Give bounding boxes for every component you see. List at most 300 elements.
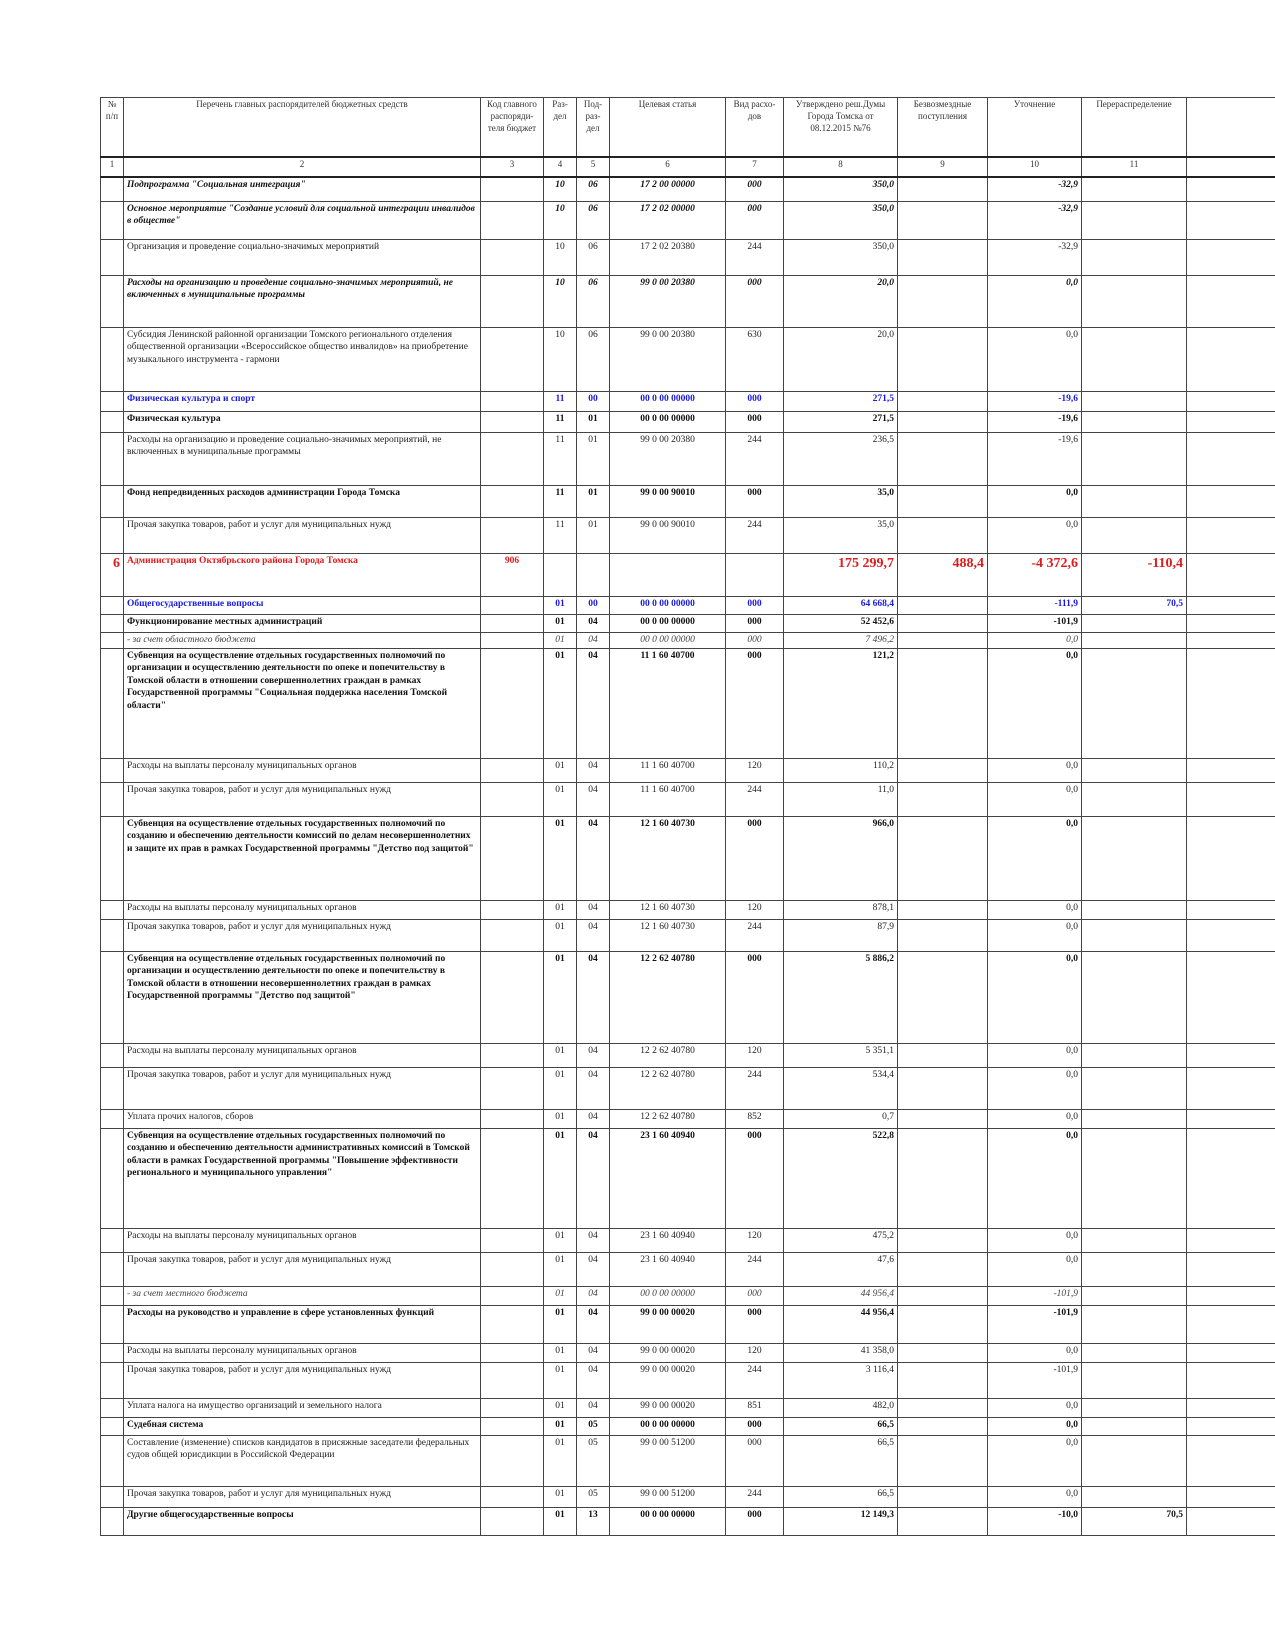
table-row (101, 432, 1275, 485)
cell-approved: 35,0 (784, 517, 898, 553)
cell-razdel: 10 (544, 177, 577, 201)
cell-target: 12 2 62 40780 (610, 1043, 726, 1067)
table-row (101, 782, 1275, 816)
cell-clarification: 0,0 (988, 1228, 1082, 1252)
cell-code (481, 411, 544, 432)
cell-razdel: 01 (544, 951, 577, 1043)
cell-vid: 244 (726, 1486, 784, 1507)
cell-extra (1187, 177, 1275, 201)
cell-num (101, 758, 124, 782)
cell-num (101, 327, 124, 391)
cell-vid: 000 (726, 391, 784, 411)
cell-num (101, 782, 124, 816)
cell-vid: 120 (726, 900, 784, 919)
cell-clarification: 0,0 (988, 1067, 1082, 1109)
cell-name: Организация и проведение социально-значимых мероприятий (124, 239, 481, 275)
cell-redistribution (1082, 201, 1187, 239)
table-row (101, 951, 1275, 1043)
cell-target: 12 1 60 40730 (610, 816, 726, 900)
cell-num (101, 1043, 124, 1067)
cell-approved: 12 149,3 (784, 1507, 898, 1535)
cell-redistribution (1082, 951, 1187, 1043)
cell-grants (898, 177, 988, 201)
cell-approved: 44 956,4 (784, 1305, 898, 1343)
cell-razdel: 01 (544, 900, 577, 919)
cell-vid: 000 (726, 485, 784, 517)
cell-podrazdel: 05 (577, 1486, 610, 1507)
cell-num (101, 517, 124, 553)
cell-podrazdel: 04 (577, 919, 610, 951)
cell-approved: 66,5 (784, 1435, 898, 1486)
cell-approved: 7 496,2 (784, 632, 898, 648)
cell-target: 00 0 00 00000 (610, 1417, 726, 1435)
cell-extra (1187, 1228, 1275, 1252)
header-num: № п/п (101, 98, 124, 158)
cell-code (481, 391, 544, 411)
cell-approved: 271,5 (784, 391, 898, 411)
cell-redistribution (1082, 1043, 1187, 1067)
cell-code (481, 1043, 544, 1067)
cell-clarification: 0,0 (988, 275, 1082, 327)
cell-grants (898, 1486, 988, 1507)
cell-num (101, 239, 124, 275)
table-row (101, 275, 1275, 327)
cell-extra (1187, 391, 1275, 411)
cell-extra (1187, 1109, 1275, 1128)
col-number: 6 (610, 157, 726, 177)
cell-grants (898, 275, 988, 327)
cell-extra (1187, 239, 1275, 275)
cell-razdel: 10 (544, 201, 577, 239)
cell-name: Судебная система (124, 1417, 481, 1435)
cell-target: 99 0 00 00020 (610, 1398, 726, 1417)
col-number: 4 (544, 157, 577, 177)
cell-num (101, 1305, 124, 1343)
table-row (101, 1362, 1275, 1398)
cell-grants (898, 1507, 988, 1535)
cell-clarification: 0,0 (988, 919, 1082, 951)
table-row (101, 239, 1275, 275)
cell-vid: 000 (726, 614, 784, 632)
cell-approved: 878,1 (784, 900, 898, 919)
cell-name: Субсидия Ленинской районной организации Томского регионального отделения общественной организации «Всероссийское общество инвалидов» на приобретение музыкального инструмента - гармони (124, 327, 481, 391)
cell-razdel: 11 (544, 485, 577, 517)
cell-clarification: -32,9 (988, 239, 1082, 275)
cell-razdel: 01 (544, 816, 577, 900)
budget-sheet (100, 97, 1275, 1536)
cell-clarification: 0,0 (988, 1435, 1082, 1486)
cell-razdel: 11 (544, 391, 577, 411)
cell-code (481, 900, 544, 919)
cell-extra (1187, 648, 1275, 758)
table-row (101, 919, 1275, 951)
cell-podrazdel: 00 (577, 391, 610, 411)
cell-extra (1187, 517, 1275, 553)
cell-target: 12 2 62 40780 (610, 1109, 726, 1128)
cell-target: 00 0 00 00000 (610, 411, 726, 432)
cell-approved: 5 351,1 (784, 1043, 898, 1067)
cell-razdel: 01 (544, 614, 577, 632)
cell-code (481, 201, 544, 239)
cell-clarification: 0,0 (988, 1343, 1082, 1362)
cell-vid: 000 (726, 951, 784, 1043)
cell-extra (1187, 1305, 1275, 1343)
cell-razdel (544, 553, 577, 596)
cell-code (481, 177, 544, 201)
cell-code (481, 1398, 544, 1417)
cell-razdel: 11 (544, 517, 577, 553)
cell-target: 12 1 60 40730 (610, 919, 726, 951)
cell-target: 23 1 60 40940 (610, 1128, 726, 1228)
cell-razdel: 01 (544, 1486, 577, 1507)
cell-razdel: 01 (544, 648, 577, 758)
cell-vid: 000 (726, 816, 784, 900)
cell-name: Субвенция на осуществление отдельных государственных полномочий по созданию и обеспечению деятельности административных комиссий в Томской области в рамках Государственной программы "Повышение эффективности регионального и муниципального управления" (124, 1128, 481, 1228)
cell-grants (898, 1067, 988, 1109)
cell-clarification: -19,6 (988, 432, 1082, 485)
cell-razdel: 01 (544, 1286, 577, 1305)
cell-clarification: 0,0 (988, 648, 1082, 758)
cell-vid: 244 (726, 782, 784, 816)
cell-podrazdel: 04 (577, 758, 610, 782)
cell-vid: 120 (726, 1343, 784, 1362)
cell-vid: 000 (726, 1286, 784, 1305)
cell-vid: 244 (726, 1252, 784, 1286)
cell-code (481, 1128, 544, 1228)
table-row (101, 614, 1275, 632)
col-number: 1 (101, 157, 124, 177)
cell-podrazdel: 06 (577, 177, 610, 201)
table-header-row (101, 98, 1275, 158)
header-approved: Утверждено реш.Думы Города Томска от 08.12.2015 №76 (784, 98, 898, 158)
cell-name: Расходы на выплаты персоналу муниципальных органов (124, 1343, 481, 1362)
cell-podrazdel: 01 (577, 432, 610, 485)
cell-redistribution (1082, 327, 1187, 391)
cell-name: Прочая закупка товаров, работ и услуг для муниципальных нужд (124, 1067, 481, 1109)
cell-extra (1187, 951, 1275, 1043)
cell-vid: 000 (726, 1507, 784, 1535)
cell-redistribution (1082, 275, 1187, 327)
col-number: 7 (726, 157, 784, 177)
cell-num (101, 1486, 124, 1507)
cell-name: Расходы на выплаты персоналу муниципальных органов (124, 900, 481, 919)
cell-name: Прочая закупка товаров, работ и услуг для муниципальных нужд (124, 1362, 481, 1398)
cell-name: Физическая культура (124, 411, 481, 432)
cell-extra (1187, 1043, 1275, 1067)
cell-vid: 244 (726, 517, 784, 553)
cell-podrazdel: 04 (577, 614, 610, 632)
cell-approved: 20,0 (784, 275, 898, 327)
cell-name: Фонд непредвиденных расходов администрации Города Томска (124, 485, 481, 517)
cell-extra (1187, 1435, 1275, 1486)
table-row (101, 391, 1275, 411)
cell-vid: 000 (726, 648, 784, 758)
cell-approved: 52 452,6 (784, 614, 898, 632)
header-extra (1187, 98, 1275, 158)
cell-target: 12 2 62 40780 (610, 951, 726, 1043)
cell-num (101, 1507, 124, 1535)
cell-extra (1187, 1507, 1275, 1535)
cell-approved: 66,5 (784, 1417, 898, 1435)
cell-approved: 44 956,4 (784, 1286, 898, 1305)
col-number: 5 (577, 157, 610, 177)
cell-clarification: 0,0 (988, 951, 1082, 1043)
cell-clarification: -32,9 (988, 201, 1082, 239)
cell-vid: 244 (726, 919, 784, 951)
cell-name: Расходы на выплаты персоналу муниципальных органов (124, 1228, 481, 1252)
cell-grants (898, 517, 988, 553)
cell-approved: 35,0 (784, 485, 898, 517)
cell-target: 17 2 02 00000 (610, 201, 726, 239)
cell-vid: 000 (726, 1128, 784, 1228)
cell-name: Основное мероприятие "Создание условий для социальной интеграции инвалидов в обществе" (124, 201, 481, 239)
cell-approved: 3 116,4 (784, 1362, 898, 1398)
cell-approved: 475,2 (784, 1228, 898, 1252)
cell-name: Субвенция на осуществление отдельных государственных полномочий по созданию и обеспечению деятельности комиссий по делам несовершеннолетних и защите их прав в рамках Государственной программы "Детство под защитой" (124, 816, 481, 900)
cell-clarification: -101,9 (988, 614, 1082, 632)
cell-grants (898, 900, 988, 919)
cell-grants (898, 816, 988, 900)
cell-vid: 120 (726, 758, 784, 782)
cell-num (101, 485, 124, 517)
cell-extra (1187, 275, 1275, 327)
cell-extra (1187, 758, 1275, 782)
cell-extra (1187, 1252, 1275, 1286)
cell-podrazdel: 00 (577, 596, 610, 614)
cell-redistribution (1082, 1286, 1187, 1305)
cell-razdel: 01 (544, 919, 577, 951)
cell-redistribution (1082, 1128, 1187, 1228)
cell-name: Уплата налога на имущество организаций и земельного налога (124, 1398, 481, 1417)
cell-num (101, 201, 124, 239)
cell-redistribution (1082, 1343, 1187, 1362)
cell-redistribution (1082, 1067, 1187, 1109)
cell-podrazdel: 04 (577, 1398, 610, 1417)
cell-vid: 000 (726, 275, 784, 327)
cell-redistribution (1082, 632, 1187, 648)
cell-grants (898, 391, 988, 411)
cell-razdel: 01 (544, 782, 577, 816)
cell-vid: 000 (726, 1305, 784, 1343)
table-row (101, 485, 1275, 517)
cell-redistribution (1082, 1362, 1187, 1398)
cell-code (481, 485, 544, 517)
cell-target: 99 0 00 00020 (610, 1305, 726, 1343)
cell-num (101, 900, 124, 919)
cell-clarification: -101,9 (988, 1362, 1082, 1398)
cell-clarification: 0,0 (988, 1043, 1082, 1067)
column-number-row (101, 157, 1275, 177)
cell-target: 00 0 00 00000 (610, 391, 726, 411)
table-row (101, 1435, 1275, 1486)
cell-name: Составление (изменение) списков кандидатов в присяжные заседатели федеральных судов общей юрисдикции в Российской Федерации (124, 1435, 481, 1486)
cell-grants (898, 1128, 988, 1228)
col-number: 10 (988, 157, 1082, 177)
cell-clarification: 0,0 (988, 517, 1082, 553)
cell-redistribution (1082, 648, 1187, 758)
cell-target: 99 0 00 51200 (610, 1486, 726, 1507)
cell-name: Общегосударственные вопросы (124, 596, 481, 614)
cell-num (101, 919, 124, 951)
cell-approved: 522,8 (784, 1128, 898, 1228)
cell-vid: 000 (726, 177, 784, 201)
table-row (101, 177, 1275, 201)
cell-podrazdel: 04 (577, 1109, 610, 1128)
cell-redistribution (1082, 391, 1187, 411)
cell-target: 00 0 00 00000 (610, 1507, 726, 1535)
col-number: 9 (898, 157, 988, 177)
cell-code (481, 1286, 544, 1305)
cell-num (101, 1109, 124, 1128)
cell-num (101, 1286, 124, 1305)
cell-redistribution (1082, 517, 1187, 553)
cell-podrazdel: 05 (577, 1435, 610, 1486)
cell-num (101, 1398, 124, 1417)
cell-podrazdel: 04 (577, 1305, 610, 1343)
table-body (101, 177, 1275, 1535)
cell-razdel: 10 (544, 327, 577, 391)
table-row (101, 1228, 1275, 1252)
cell-num (101, 177, 124, 201)
cell-redistribution (1082, 432, 1187, 485)
cell-approved: 0,7 (784, 1109, 898, 1128)
cell-clarification: 0,0 (988, 758, 1082, 782)
budget-table (100, 97, 1275, 1536)
table-row (101, 327, 1275, 391)
cell-name: Прочая закупка товаров, работ и услуг для муниципальных нужд (124, 782, 481, 816)
cell-grants (898, 1305, 988, 1343)
cell-redistribution (1082, 1417, 1187, 1435)
cell-redistribution (1082, 1486, 1187, 1507)
cell-name: Субвенция на осуществление отдельных государственных полномочий по организации и осуществлению деятельности по опеке и попечительству в Томской области в отношении совершеннолетних граждан в рамках Государственной программы "Социальная поддержка населения Томской области" (124, 648, 481, 758)
col-number: 8 (784, 157, 898, 177)
cell-approved: 20,0 (784, 327, 898, 391)
cell-extra (1187, 1067, 1275, 1109)
cell-razdel: 01 (544, 596, 577, 614)
cell-clarification: -10,0 (988, 1507, 1082, 1535)
cell-grants (898, 1398, 988, 1417)
cell-name: Другие общегосударственные вопросы (124, 1507, 481, 1535)
cell-approved: 350,0 (784, 177, 898, 201)
cell-extra (1187, 1128, 1275, 1228)
cell-target (610, 553, 726, 596)
cell-code (481, 1252, 544, 1286)
cell-num (101, 411, 124, 432)
cell-grants (898, 758, 988, 782)
cell-num (101, 648, 124, 758)
cell-grants (898, 201, 988, 239)
cell-vid: 244 (726, 432, 784, 485)
cell-target: 99 0 00 00020 (610, 1343, 726, 1362)
cell-redistribution: -110,4 (1082, 553, 1187, 596)
cell-code (481, 816, 544, 900)
cell-clarification: 0,0 (988, 1109, 1082, 1128)
table-row (101, 517, 1275, 553)
cell-name: Расходы на руководство и управление в сфере установленных функций (124, 1305, 481, 1343)
cell-redistribution: 70,5 (1082, 1507, 1187, 1535)
cell-code (481, 1507, 544, 1535)
header-podrazdel: Под-раз-дел (577, 98, 610, 158)
cell-approved: 966,0 (784, 816, 898, 900)
cell-grants (898, 596, 988, 614)
cell-razdel: 01 (544, 1343, 577, 1362)
cell-razdel: 11 (544, 411, 577, 432)
cell-podrazdel: 04 (577, 1067, 610, 1109)
cell-grants (898, 919, 988, 951)
cell-target: 00 0 00 00000 (610, 632, 726, 648)
table-row (101, 900, 1275, 919)
cell-clarification: 0,0 (988, 1128, 1082, 1228)
cell-approved: 64 668,4 (784, 596, 898, 614)
header-clarification: Уточнение (988, 98, 1082, 158)
col-number: 3 (481, 157, 544, 177)
cell-clarification: 0,0 (988, 327, 1082, 391)
table-row (101, 758, 1275, 782)
cell-clarification: 0,0 (988, 1398, 1082, 1417)
cell-redistribution: 70,5 (1082, 596, 1187, 614)
cell-extra (1187, 632, 1275, 648)
cell-extra (1187, 432, 1275, 485)
cell-podrazdel: 06 (577, 201, 610, 239)
cell-razdel: 01 (544, 1109, 577, 1128)
col-number-extra (1187, 157, 1275, 177)
cell-grants (898, 1286, 988, 1305)
cell-code: 906 (481, 553, 544, 596)
table-row (101, 201, 1275, 239)
cell-target: 99 0 00 90010 (610, 485, 726, 517)
cell-target: 11 1 60 40700 (610, 782, 726, 816)
cell-razdel: 10 (544, 275, 577, 327)
cell-code (481, 432, 544, 485)
cell-vid: 630 (726, 327, 784, 391)
cell-approved: 350,0 (784, 239, 898, 275)
cell-target: 11 1 60 40700 (610, 648, 726, 758)
table-row (101, 648, 1275, 758)
header-name: Перечень главных распорядителей бюджетных средств (124, 98, 481, 158)
cell-num (101, 1362, 124, 1398)
cell-razdel: 01 (544, 1398, 577, 1417)
cell-target: 00 0 00 00000 (610, 614, 726, 632)
cell-approved: 41 358,0 (784, 1343, 898, 1362)
table-row (101, 411, 1275, 432)
cell-grants (898, 1043, 988, 1067)
cell-extra (1187, 485, 1275, 517)
cell-target: 99 0 00 20380 (610, 432, 726, 485)
cell-approved: 236,5 (784, 432, 898, 485)
table-row (101, 1252, 1275, 1286)
cell-code (481, 1305, 544, 1343)
cell-grants (898, 485, 988, 517)
cell-code (481, 1109, 544, 1128)
cell-name: Администрация Октябрьского района Города Томска (124, 553, 481, 596)
cell-code (481, 919, 544, 951)
cell-vid: 244 (726, 1362, 784, 1398)
cell-grants: 488,4 (898, 553, 988, 596)
cell-extra (1187, 919, 1275, 951)
table-row (101, 1398, 1275, 1417)
cell-grants (898, 951, 988, 1043)
cell-razdel: 01 (544, 1435, 577, 1486)
cell-vid: 852 (726, 1109, 784, 1128)
cell-podrazdel: 04 (577, 1286, 610, 1305)
cell-podrazdel: 01 (577, 411, 610, 432)
cell-grants (898, 1417, 988, 1435)
cell-vid: 000 (726, 411, 784, 432)
cell-clarification: 0,0 (988, 900, 1082, 919)
table-row (101, 1507, 1275, 1535)
header-target: Целевая статья (610, 98, 726, 158)
cell-name: Прочая закупка товаров, работ и услуг для муниципальных нужд (124, 1486, 481, 1507)
